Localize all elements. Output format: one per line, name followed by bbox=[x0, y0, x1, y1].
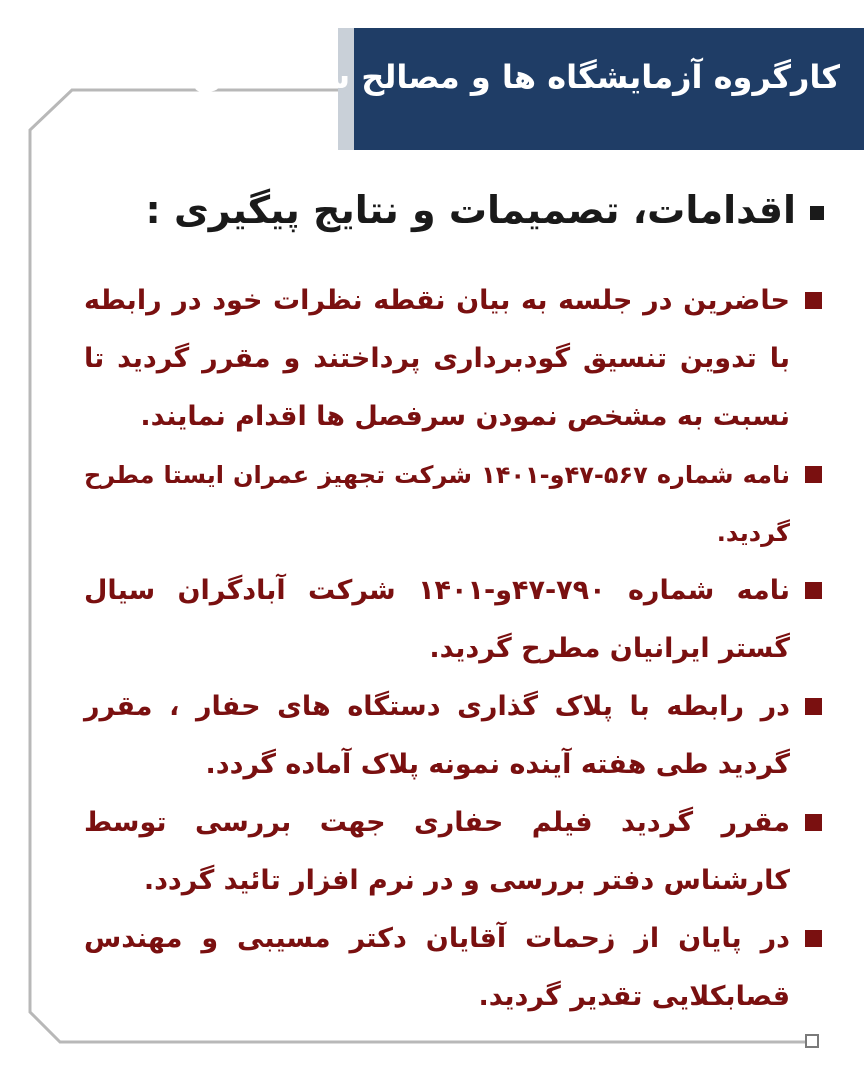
item-text: نامه شماره ۵۶۷-۴۷و-۱۴۰۱ شرکت تجهیز عمران ایستا مطرح گردید. bbox=[84, 461, 791, 547]
item-text: حاضرین در جلسه به بیان نقطه نظرات خود در رابطه با تدوین تنسیق گودبرداری پرداختند و مقرر گردید تا نسبت به مشخص نمودن سرفصل ها اقدام نمایند. bbox=[84, 285, 790, 432]
frame-corner-marker bbox=[806, 1035, 818, 1047]
item-text: در پایان از زحمات آقایان دکتر مسیبی و مهندس قصابکلایی تقدیر گردید. bbox=[84, 923, 790, 1012]
square-bullet-icon bbox=[805, 698, 822, 715]
square-bullet-icon bbox=[805, 814, 822, 831]
square-bullet-icon bbox=[805, 582, 822, 599]
list-item bbox=[84, 562, 824, 678]
heading-bullet-icon bbox=[810, 206, 824, 220]
items-list bbox=[84, 272, 824, 1026]
section-heading bbox=[104, 188, 824, 232]
item-text: مقرر گردید فیلم حفاری جهت بررسی توسط کارشناس دفتر بررسی و در نرم افزار تائید گردد. bbox=[84, 807, 790, 896]
list-item bbox=[84, 910, 824, 1026]
list-item bbox=[84, 678, 824, 794]
square-bullet-icon bbox=[805, 292, 822, 309]
list-item bbox=[84, 272, 824, 446]
banner-title: کارگروه آزمایشگاه ها و مصالح ساختمانی bbox=[192, 58, 840, 96]
square-bullet-icon bbox=[805, 466, 822, 483]
square-bullet-icon bbox=[805, 930, 822, 947]
list-item bbox=[84, 446, 824, 562]
item-text: در رابطه با پلاک گذاری دستگاه های حفار ، مقرر گردید طی هفته آینده نمونه پلاک آماده گردد. bbox=[84, 691, 790, 780]
section-heading-text: اقدامات، تصمیمات و نتایج پیگیری : bbox=[145, 188, 796, 232]
header-banner bbox=[192, 28, 864, 150]
item-text: نامه شماره ۷۹۰-۴۷و-۱۴۰۱ شرکت آبادگران سیال گستر ایرانیان مطرح گردید. bbox=[84, 575, 790, 664]
list-item bbox=[84, 794, 824, 910]
